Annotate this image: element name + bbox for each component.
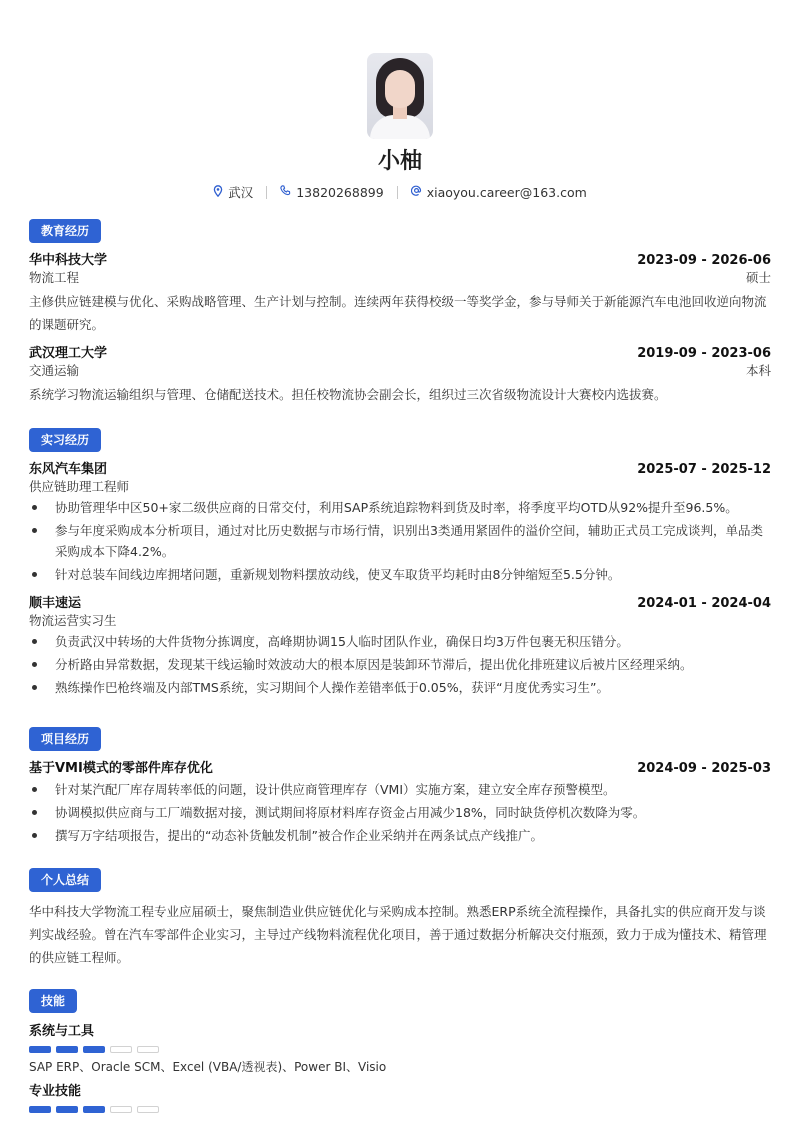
skill-dot-empty	[137, 1046, 159, 1053]
email-text: xiaoyou.career@163.com	[426, 184, 587, 200]
entry-date: 2023-09 - 2026-06	[637, 253, 771, 268]
list-item: 针对某汽配厂库存周转率低的问题，设计供应商管理库存（VMI）实施方案，建立安全库存预警模型。	[29, 779, 771, 800]
location-pin-icon	[213, 185, 223, 200]
internship-entry	[29, 461, 771, 585]
avatar	[367, 53, 433, 139]
entry-description: 系统学习物流运输组织与管理、仓储配送技术。担任校物流协会副会长，组织过三次省级物流设计大赛校内选拔赛。	[29, 387, 667, 402]
phone-icon	[280, 185, 291, 199]
skill-dot-filled	[83, 1046, 105, 1053]
company-name: 顺丰速运	[29, 596, 82, 611]
bullet-list	[29, 497, 771, 585]
skill-dot-filled	[56, 1106, 78, 1113]
role: 供应链助理工程师	[29, 479, 130, 494]
skill-entry	[29, 1083, 771, 1113]
list-item: 分析路由异常数据，发现某干线运输时效波动大的根本原因是装卸环节滞后，提出优化排班建议后被片区经理采纳。	[29, 654, 771, 675]
company-name: 东风汽车集团	[29, 462, 108, 477]
project-name: 基于VMI模式的零部件库存优化	[29, 761, 213, 776]
summary-text: 华中科技大学物流工程专业应届硕士，聚焦制造业供应链优化与采购成本控制。熟悉ERP系统全流程操作，具备扎实的供应商开发与谈判实战经验。曾在汽车零部件企业实习，主导过产线物料流程优化项目，善于通过数据分析解决交付瓶颈，致力于成为懂技术、精管理的供应链工程师。	[29, 904, 767, 965]
entry-description: 主修供应链建模与优化、采购战略管理、生产计划与控制。连续两年获得校级一等奖学金，参与导师关于新能源汽车电池回收逆向物流的课题研究。	[29, 294, 767, 332]
skill-entry	[29, 1023, 771, 1076]
section-title-summary: 个人总结	[29, 868, 101, 892]
skill-level	[29, 1046, 771, 1053]
location-text: 武汉	[228, 185, 254, 200]
contact-phone[interactable]	[280, 185, 383, 200]
contact-email[interactable]	[411, 185, 587, 200]
summary-section	[29, 868, 771, 969]
education-section	[29, 219, 771, 406]
skill-name: 专业技能	[29, 1084, 82, 1099]
internship-section	[29, 428, 771, 700]
list-item: 撰写万字结项报告，提出的“动态补货触发机制”被合作企业采纳并在两条试点产线推广。	[29, 825, 771, 846]
skill-name: 系统与工具	[29, 1024, 95, 1039]
school-name: 华中科技大学	[29, 253, 108, 268]
candidate-name: 小柚	[377, 149, 422, 174]
resume-header	[0, 0, 800, 201]
education-entry	[29, 252, 771, 336]
section-title-internship: 实习经历	[29, 428, 101, 452]
skills-section	[29, 989, 771, 1113]
skill-dot-filled	[29, 1046, 51, 1053]
at-icon	[411, 185, 422, 199]
major: 物流工程	[29, 270, 80, 285]
list-item: 负责武汉中转场的大件货物分拣调度，高峰期协调15人临时团队作业，确保日均3万件包裹无积压错分。	[29, 631, 771, 652]
entry-date: 2025-07 - 2025-12	[637, 462, 771, 477]
list-item: 协助管理华中区50+家二级供应商的日常交付，利用SAP系统追踪物料到货及时率，将季度平均OTD从92%提升至96.5%。	[29, 497, 771, 518]
bullet-list	[29, 631, 771, 698]
skill-level	[29, 1106, 771, 1113]
contact-info	[0, 183, 800, 201]
section-title-project: 项目经历	[29, 727, 101, 751]
entry-date: 2019-09 - 2023-06	[637, 346, 771, 361]
section-title-education: 教育经历	[29, 219, 101, 243]
skill-dot-filled	[29, 1106, 51, 1113]
list-item: 针对总装车间线边库拥堵问题，重新规划物料摆放动线，使叉车取货平均耗时由8分钟缩短至5.5分钟。	[29, 564, 771, 585]
bullet-list	[29, 779, 771, 846]
contact-location	[213, 183, 253, 201]
section-title-skills: 技能	[29, 989, 77, 1013]
skill-dot-empty	[110, 1046, 132, 1053]
entry-date: 2024-09 - 2025-03	[637, 761, 771, 776]
list-item: 熟练操作巴枪终端及内部TMS系统，实习期间个人操作差错率低于0.05%，获评“月度优秀实习生”。	[29, 677, 771, 698]
degree: 硕士	[745, 270, 771, 285]
list-item: 协调模拟供应商与工厂端数据对接，测试期间将原材料库存资金占用减少18%，同时缺货停机次数降为零。	[29, 802, 771, 823]
entry-date: 2024-01 - 2024-04	[637, 596, 771, 611]
degree: 本科	[745, 363, 771, 378]
internship-entry	[29, 595, 771, 698]
phone-text: 13820268899	[296, 184, 384, 200]
list-item: 参与年度采购成本分析项目，通过对比历史数据与市场行情，识别出3类通用紧固件的溢价空间，辅助正式员工完成谈判，单品类采购成本下降4.2%。	[29, 520, 771, 562]
skill-dot-empty	[110, 1106, 132, 1113]
education-entry	[29, 345, 771, 406]
project-entry	[29, 760, 771, 846]
role: 物流运营实习生	[29, 613, 117, 628]
skill-dot-empty	[137, 1106, 159, 1113]
skill-dot-filled	[83, 1106, 105, 1113]
major: 交通运输	[29, 363, 80, 378]
skill-dot-filled	[56, 1046, 78, 1053]
skill-description: SAP ERP、Oracle SCM、Excel (VBA/透视表)、Power BI、Visio	[29, 1060, 387, 1074]
school-name: 武汉理工大学	[29, 346, 108, 361]
project-section	[29, 727, 771, 848]
